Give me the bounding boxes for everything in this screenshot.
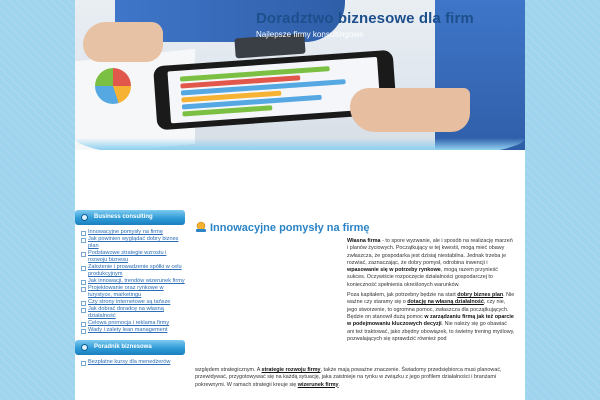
post-paragraph: [347, 238, 515, 289]
post-text: . Nie ważne czy staramy się o: [347, 292, 515, 306]
hand-image: [83, 22, 163, 62]
page-container: [75, 0, 525, 400]
header-swoosh: [75, 138, 525, 150]
post-text: , także mają poważne znaczenie. Świadomy przedsiębiorca musi planować, przewidywać, przygotowywać się na każdą sytuację, jaka zaistnieje na rynku w związku z jego profilem działalności i branżami pokrewnymi. W ramach strategii kreuje się: [195, 367, 502, 388]
post-text: Poza kapitałem, jak potrzebny będzie na start: [347, 292, 456, 299]
sidebar-link[interactable]: Celowa promocja i reklama firmy: [81, 320, 185, 327]
widget-title-label: Business consulting: [94, 214, 153, 220]
widget-title: [75, 210, 185, 225]
post-excerpt: [347, 238, 515, 346]
globe-icon: [81, 214, 88, 221]
post-text: , czy nie, jego stworzenie, to ogromna pomoc, zwłaszcza dla początkujących. Będzie on stanowił dużą pomoc: [347, 299, 509, 320]
widget-link-list: [75, 355, 185, 372]
post-link[interactable]: strategie rozwoju firmy: [261, 367, 321, 373]
widget-poradnik: [75, 340, 185, 372]
widget-title-label: Poradnik biznesowa: [94, 344, 152, 350]
sidebar-link[interactable]: Innowacyjne pomysły na firmę: [81, 229, 185, 236]
sidebar-link[interactable]: Założenie i prowadzenie spółki w celu produkcyjnym: [81, 264, 185, 278]
globe-icon: [81, 344, 88, 351]
pointing-hand-image: [350, 88, 470, 132]
sidebar-link[interactable]: Wady i zalety lean management: [81, 327, 185, 334]
widget-link-list: [75, 225, 185, 340]
header-banner: [75, 0, 525, 150]
post-text: . Nie należy się go obawiać ani też traktować, jako zbędny obowiązek, to świetny trening myślowy, pozwalających się sprawdzić również pod: [347, 321, 515, 342]
sidebar-link[interactable]: Jak powinien wyglądać dobry biznes plan: [81, 236, 185, 250]
sidebar-link[interactable]: Jak innowacji, trendów wizerunek firmy: [81, 278, 185, 285]
sidebar-link[interactable]: Podstawowe strategie wzrostu i rozwoju biznesu: [81, 250, 185, 264]
post-paragraph: [347, 292, 515, 343]
pie-chart-image: [95, 68, 131, 104]
widget-business-consulting: [75, 210, 185, 340]
post-strong: w zarządzaniu firmą jak też oparcie w podejmowaniu kluczowych decyzji: [347, 313, 514, 328]
site-title[interactable]: Doradztwo biznesowe dla firm: [256, 10, 474, 27]
post-text: - to spore wyzwanie, ale i sposób na realizację marzeń i planów życiowych. Początkujący w tej kwestii, mogą mieć obawy zwłaszcza, że gospodarka jest dzisiaj niestabilna. Jednak trzeba je rozwiać, zaznaczając, że dobry pomysł, odrobina inwencji i: [347, 238, 513, 266]
post-continued: [195, 367, 515, 389]
tablet-screen: [167, 57, 380, 124]
post-strong: wpasowanie się w potrzeby rynkowe: [347, 267, 441, 274]
post-text: .: [338, 381, 341, 388]
post-image: [195, 238, 343, 366]
widget-title: [75, 340, 185, 355]
post-strong: Własna firma: [347, 238, 381, 244]
sidebar-link[interactable]: Czy strony internetowe są tańsze: [81, 299, 185, 306]
sidebar-link[interactable]: Jak dobrać doradcę na własną działalność: [81, 306, 185, 320]
post-text: , mogą razem przynieść sukces. Oczywiście rozpoczęcie działalności gospodarczej to konieczność spełnienia określonych warunków.: [347, 267, 498, 288]
post-link[interactable]: wizerunek firmy: [297, 381, 339, 388]
site-tagline: Najlepsze firmy konsultingowe: [256, 30, 364, 39]
sidebar: [75, 210, 185, 372]
post-badge-icon: [195, 221, 207, 233]
post-title[interactable]: Innowacyjne pomysły na firmę: [210, 222, 370, 234]
sidebar-link[interactable]: Projektowanie oraz rynkowe w turystyce, marketingu: [81, 285, 185, 299]
post-text: względem strategicznym. A: [195, 367, 261, 373]
post-link[interactable]: dobry biznes plan: [457, 292, 504, 299]
sidebar-link[interactable]: Bezpłatne kursy dla menedżerów: [81, 359, 185, 366]
post-link[interactable]: dotację na własną działalność: [407, 299, 484, 306]
